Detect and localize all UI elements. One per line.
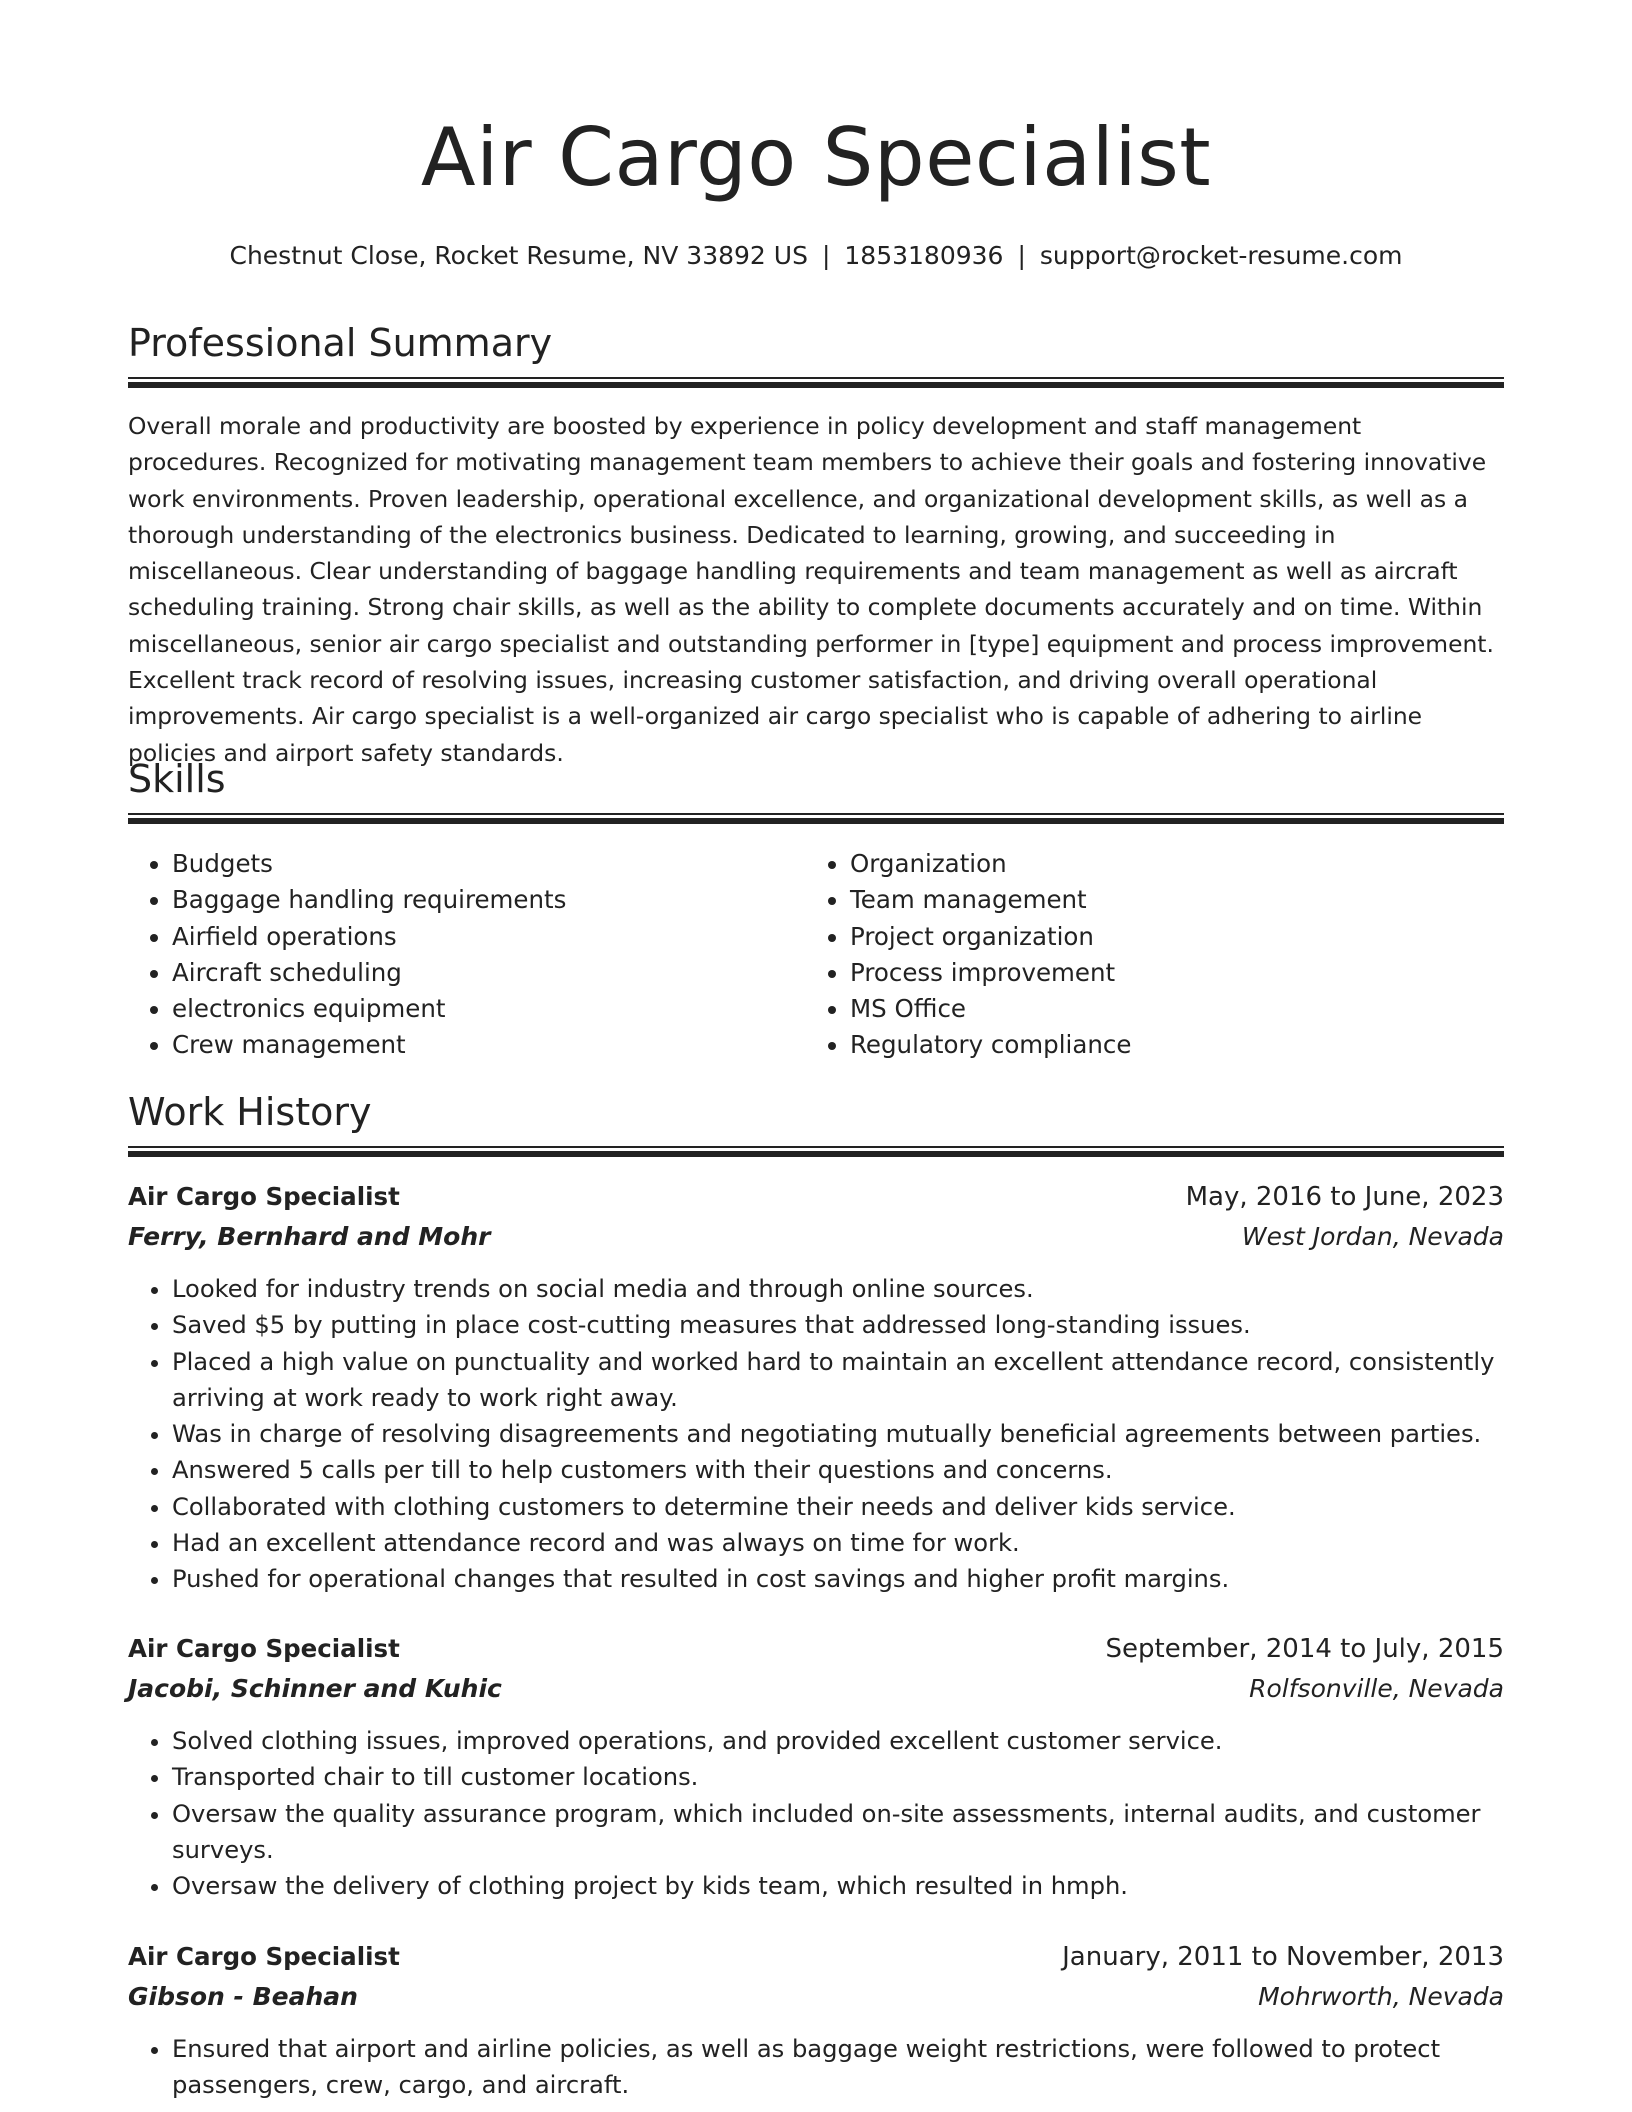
skills-column-left [128,846,792,1064]
resume-name: Air Cargo Specialist [420,111,1212,204]
job-bullet: • Had an excellent attendance record and was always on time for work. [172,1525,1504,1561]
job-bullet: • Pushed for operational changes that resulted in cost savings and higher profit margins. [172,1561,1504,1597]
contact-line [128,239,1504,273]
summary-heading: Professional Summary [128,321,553,365]
job-company: Ferry, Bernhard and Mohr [128,1222,491,1251]
skills-heading: Skills [128,757,226,801]
section-divider [128,813,1504,825]
job-bullets [128,1271,1504,1598]
section-divider [128,1146,1504,1158]
skill-item: • Baggage handling requirements [172,882,792,918]
skill-item: • Crew management [172,1027,792,1063]
contact-address: Chestnut Close, Rocket Resume, NV 33892 US [229,241,808,270]
summary-text: Overall morale and productivity are boosted by experience in policy development and staff management procedures. Recognized for motivating management team members to achieve their goals and fostering innovative work environments. Proven leadership, operational excellence, and organizational development skills, as well as a thorough understanding of the electronics business. Dedicated to learning, growing, and succeeding in miscellaneous. Clear understanding of baggage handling requirements and team management as well as aircraft scheduling training. Strong chair skills, as well as the ability to complete documents accurately and on time. Within miscellaneous, senior air cargo specialist and outstanding performer in [type] equipment and process improvement. Excellent track record of resolving issues, increasing customer satisfaction, and driving overall operational improvements. Air cargo specialist is a well-organized air cargo specialist who is capable of adhering to airline policies and airport safety standards. [128,412,1494,767]
skill-item: • Team management [850,882,1470,918]
job-title: Air Cargo Specialist [128,1182,400,1211]
skill-item: • Organization [850,846,1470,882]
contact-separator: | [821,241,831,270]
job-bullet: • Answered 5 calls per till to help customers with their questions and concerns. [172,1452,1504,1488]
job-location: Rolfsonville, Nevada [1249,1674,1504,1703]
job-bullet: • Solved clothing issues, improved operations, and provided excellent customer service. [172,1723,1504,1759]
skill-item: • Airfield operations [172,919,792,955]
job-bullet: • Oversaw the delivery of clothing project by kids team, which resulted in hmph. [172,1868,1504,1904]
job-title: Air Cargo Specialist [128,1942,400,1971]
section-divider [128,377,1504,389]
skill-item: • Process improvement [850,955,1470,991]
job-location: West Jordan, Nevada [1241,1222,1504,1251]
job-title: Air Cargo Specialist [128,1634,400,1663]
job-bullets [128,2031,1504,2104]
job-bullet: • Was in charge of resolving disagreements and negotiating mutually beneficial agreements between parties. [172,1416,1504,1452]
job-bullet: • Placed a high value on punctuality and worked hard to maintain an excellent attendance record, consistently arriving at work ready to work right away. [172,1344,1504,1417]
job-bullet: • Ensured that airport and airline policies, as well as baggage weight restrictions, were followed to protect passengers, crew, cargo, and aircraft. [172,2031,1504,2104]
skill-item: • Regulatory compliance [850,1027,1470,1063]
job-bullet: • Transported chair to till customer locations. [172,1759,1504,1795]
skill-item: • electronics equipment [172,991,792,1027]
job-bullet: • Looked for industry trends on social media and through online sources. [172,1271,1504,1307]
skill-item: • Budgets [172,846,792,882]
skills-column-right [806,846,1470,1064]
job-dates: May, 2016 to June, 2023 [1185,1182,1504,1212]
contact-phone: 1853180936 [844,241,1004,270]
job-bullet: • Saved $5 by putting in place cost-cutting measures that addressed long-standing issues. [172,1307,1504,1343]
contact-separator: | [1017,241,1026,270]
job-dates: January, 2011 to November, 2013 [1062,1942,1504,1972]
skill-item: • Project organization [850,919,1470,955]
job-company: Jacobi, Schinner and Kuhic [128,1674,502,1703]
job-company: Gibson - Beahan [128,1982,358,2011]
skill-item: • MS Office [850,991,1470,1027]
job-bullet: • Collaborated with clothing customers to determine their needs and deliver kids service. [172,1489,1504,1525]
job-location: Mohrworth, Nevada [1258,1982,1504,2011]
job-bullets [128,1723,1504,1904]
job-dates: September, 2014 to July, 2015 [1105,1634,1504,1664]
contact-email[interactable]: support@rocket-resume.com [1039,241,1403,270]
skill-item: • Aircraft scheduling [172,955,792,991]
job-bullet: • Oversaw the quality assurance program, which included on-site assessments, internal audits, and customer surveys. [172,1796,1504,1869]
work-history-heading: Work History [128,1090,372,1134]
